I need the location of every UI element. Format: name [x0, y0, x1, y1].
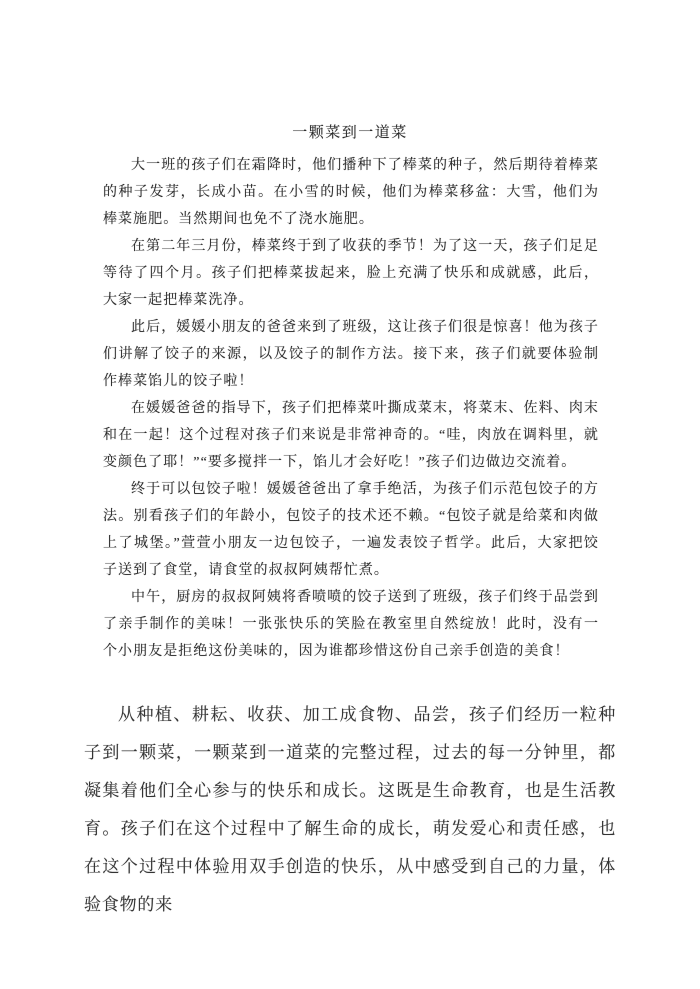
article-paragraph-planting: 大一班的孩子们在霜降时，他们播种下了棒菜的种子，然后期待着棒菜的种子发芽，长成小苗。在小雪的时候，他们为棒菜移盆：大雪，他们为棒菜施肥。当然期间也免不了浇水施肥。 — [103, 158, 599, 227]
article-body — [103, 152, 599, 665]
article-paragraph-filling: 在媛媛爸爸的指导下，孩子们把棒菜叶撕成菜末，将菜末、佐料、肉末和在一起！这个过程对孩子们来说是非常神奇的。“哇，肉放在调料里，就变颜色了耶！”“要多搅拌一下，馅儿才会好吃！”孩子们边做边交流着。 — [103, 401, 599, 470]
closing-paragraph: 从种植、耕耘、收获、加工成食物、品尝，孩子们经历一粒种子到一颗菜，一颗菜到一道菜的完整过程，过去的每一分钟里，都凝集着他们全心参与的快乐和成长。这既是生命教育，也是生活教育。孩子们在这个过程中了解生命的成长，萌发爱心和责任感，也在这个过程中体验用双手创造的快乐，从中感受到自己的力量，体验食物的来 — [84, 705, 616, 914]
article-closing — [84, 696, 616, 924]
article-title: 一颗菜到一道菜 — [292, 125, 408, 141]
article-paragraph-harvest: 在第二年三月份，棒菜终于到了收获的季节！为了这一天，孩子们足足等待了四个月。孩子们把棒菜拔起来，脸上充满了快乐和成就感，此后，大家一起把棒菜洗净。 — [103, 239, 599, 308]
article-paragraph-tasting: 中午，厨房的叔叔阿姨将香喷喷的饺子送到了班级，孩子们终于品尝到了亲手制作的美味！一张张快乐的笑脸在教室里自然绽放！此时，没有一个小朋友是拒绝这份美味的，因为谁都珍惜这份自己亲手创造的美食！ — [103, 590, 599, 659]
article-paragraph-wrapping: 终于可以包饺子啦！媛媛爸爸出了拿手绝活，为孩子们示范包饺子的方法。别看孩子们的年龄小，包饺子的技术还不赖。“包饺子就是给菜和肉做上了城堡。”萱萱小朋友一边包饺子，一遍发表饺子哲学。此后，大家把饺子送到了食堂，请食堂的叔叔阿姨帮忙煮。 — [103, 482, 599, 578]
article-paragraph-father-visit: 此后，媛媛小朋友的爸爸来到了班级，这让孩子们很是惊喜！他为孩子们讲解了饺子的来源，以及饺子的制作方法。接下来，孩子们就要体验制作棒菜馅儿的饺子啦！ — [103, 320, 599, 389]
